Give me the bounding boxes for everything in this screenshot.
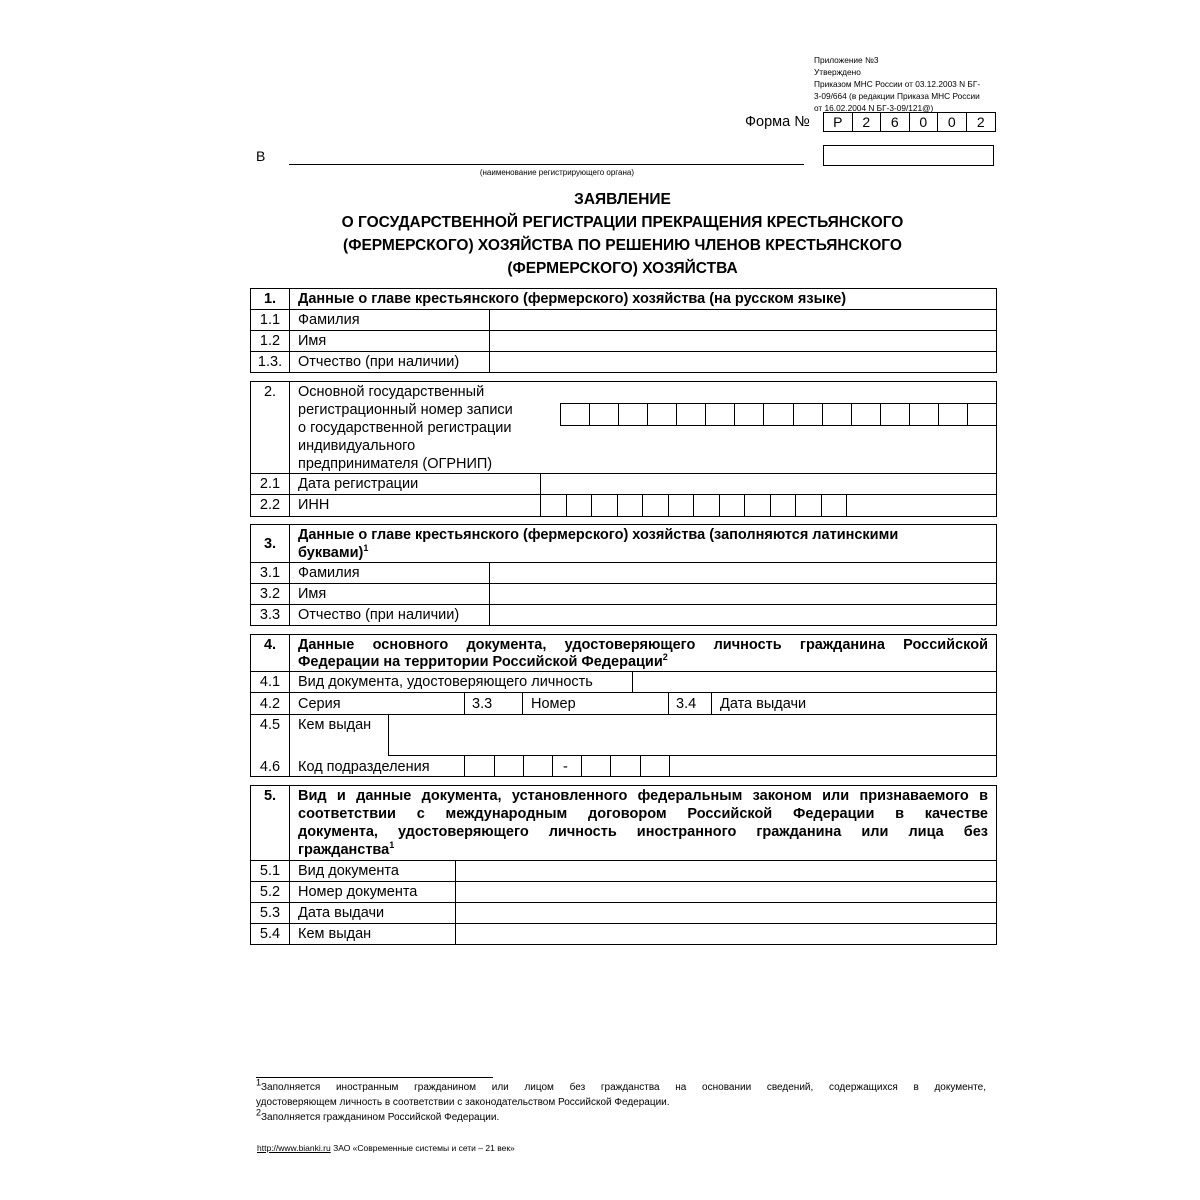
section-4-number: 4. bbox=[263, 637, 277, 653]
section-1-number: 1. bbox=[263, 291, 277, 307]
issued-by-field[interactable] bbox=[389, 715, 996, 755]
series-label: Серия bbox=[298, 696, 341, 712]
section-2-title-line: предпринимателя (ОГРНИП) bbox=[298, 456, 493, 472]
row-number: 2.2 bbox=[259, 497, 281, 513]
recipient-prefix: В bbox=[256, 148, 266, 164]
section-3-number: 3. bbox=[263, 536, 277, 552]
cell-divider bbox=[770, 494, 771, 516]
id-document-type-label: Вид документа, удостоверяющего личность bbox=[298, 674, 593, 690]
cell-divider bbox=[793, 403, 794, 426]
appendix-line: Приказом МНС России от 03.12.2003 N БГ- bbox=[814, 79, 981, 89]
cell-divider bbox=[640, 755, 641, 776]
title-line: (ФЕРМЕРСКОГО) ХОЗЯЙСТВА bbox=[507, 260, 738, 277]
row-number: 5.3 bbox=[259, 905, 281, 921]
form-code-cell: 0 bbox=[910, 113, 939, 131]
registration-date-label: Дата регистрации bbox=[298, 476, 419, 492]
cell-divider bbox=[693, 494, 694, 516]
cell-divider bbox=[880, 403, 881, 426]
issue-date-label: Дата выдачи bbox=[720, 696, 807, 712]
number-label: Номер bbox=[531, 696, 576, 712]
issued-by-label: Кем выдан bbox=[298, 717, 372, 733]
cell-divider bbox=[719, 494, 720, 516]
surname-field[interactable] bbox=[490, 310, 996, 330]
name-field[interactable] bbox=[490, 331, 996, 351]
registration-date-field[interactable] bbox=[541, 474, 996, 494]
cell-divider bbox=[540, 494, 541, 516]
row-number: 3.1 bbox=[259, 565, 281, 581]
footnote-2: $^2$Заполняется гражданином Российской Федерации. bbox=[256, 1107, 500, 1123]
form-code-cell: 2 bbox=[976, 114, 985, 130]
latin-name-label: Имя bbox=[298, 586, 327, 602]
cell-divider bbox=[967, 403, 968, 426]
cell-divider bbox=[589, 403, 590, 426]
code-dash: - bbox=[563, 759, 568, 775]
cell-divider bbox=[846, 494, 847, 516]
cell-divider bbox=[581, 755, 582, 776]
row-number: 5.1 bbox=[259, 863, 281, 879]
section-3-title-line: буквами)$^1$ bbox=[298, 543, 369, 561]
latin-surname-label: Фамилия bbox=[298, 565, 360, 581]
publisher-name: ЗАО «Современные системы и сети – 21 век» bbox=[333, 1143, 515, 1153]
cell-divider bbox=[523, 755, 524, 776]
foreign-doc-type-label: Вид документа bbox=[298, 863, 399, 879]
form-code-cell: 6 bbox=[881, 113, 910, 131]
appendix-line: Приложение №3 bbox=[814, 55, 879, 65]
section-5-title-line: документа, удостоверяющего личность иностранного гражданина или лица без bbox=[298, 824, 988, 840]
form-code-cell: 2 bbox=[853, 113, 882, 131]
cell-divider bbox=[494, 755, 495, 776]
section-2-title-line: регистрационный номер записи bbox=[298, 402, 513, 418]
foreign-doc-number-field[interactable] bbox=[456, 882, 996, 902]
number-field[interactable] bbox=[590, 693, 668, 713]
section-3-title-line: Данные о главе крестьянского (фермерского) хозяйства (заполняются латинскими bbox=[298, 527, 899, 543]
footnotes bbox=[256, 1077, 986, 1125]
section-5-number: 5. bbox=[263, 788, 277, 804]
foreign-doc-type-field[interactable] bbox=[456, 861, 996, 881]
cell-divider bbox=[647, 403, 648, 426]
footnote-ref: 1 bbox=[389, 840, 395, 851]
row-number: 1.1 bbox=[259, 312, 281, 328]
code-input-box[interactable] bbox=[823, 145, 994, 166]
row-number: 5.2 bbox=[259, 884, 281, 900]
row-number: 4.2 bbox=[259, 696, 281, 712]
form-code-cell: Р bbox=[824, 113, 853, 131]
cell-divider bbox=[617, 494, 618, 516]
cell-divider bbox=[610, 755, 611, 776]
footnote-separator bbox=[256, 1077, 493, 1078]
section-5-title-line: Вид и данные документа, установленного федеральным законом или признаваемого в bbox=[298, 788, 988, 804]
row-number: 5.4 bbox=[259, 926, 281, 942]
subdivision-code-label: Код подразделения bbox=[298, 759, 430, 775]
row-number: 4.5 bbox=[259, 717, 281, 733]
cell-divider bbox=[734, 403, 735, 426]
row-number: 4.1 bbox=[259, 674, 281, 690]
cell-divider bbox=[591, 494, 592, 516]
publisher-link[interactable]: http://www.bianki.ru bbox=[257, 1143, 331, 1153]
section-5-title-line: соответствии с международным договором Российской Федерации в качестве bbox=[298, 806, 988, 822]
footnote-1-cont: удостоверяющем личность в соответствии с законодательством Российской Федерации. bbox=[256, 1097, 670, 1108]
patronymic-label: Отчество (при наличии) bbox=[298, 354, 460, 370]
cell-divider bbox=[618, 403, 619, 426]
id-document-type-field[interactable] bbox=[633, 672, 996, 692]
foreign-doc-issuer-label: Кем выдан bbox=[298, 926, 372, 942]
section-2-title-line: Основной государственный bbox=[298, 384, 485, 400]
form-number-label: Форма № bbox=[745, 114, 810, 130]
registering-authority-line[interactable] bbox=[289, 164, 804, 165]
series-field[interactable] bbox=[390, 693, 464, 713]
row-number: 2.1 bbox=[259, 476, 281, 492]
cell-divider bbox=[763, 403, 764, 426]
cell-divider bbox=[560, 403, 561, 426]
section-4-title-line: Данные основного документа, удостоверяющего личность гражданина Российской bbox=[298, 637, 988, 653]
cell-divider bbox=[669, 755, 670, 776]
row-number: 3.4 bbox=[676, 696, 697, 712]
footnote-1: $^1$Заполняется иностранным гражданином или лицом без гражданства на основании сведений, содержащихся в документе, bbox=[256, 1077, 986, 1093]
appendix-line: 3-09/664 (в редакции Приказа МНС России bbox=[814, 91, 980, 101]
patronymic-field[interactable] bbox=[490, 352, 996, 372]
title-line: О ГОСУДАРСТВЕННОЙ РЕГИСТРАЦИИ ПРЕКРАЩЕНИЯ КРЕСТЬЯНСКОГО bbox=[341, 214, 904, 231]
form-code-cell: 0 bbox=[938, 113, 967, 131]
footnote-ref: 2 bbox=[662, 652, 668, 663]
cell-divider bbox=[705, 403, 706, 426]
title-line: ЗАЯВЛЕНИЕ bbox=[574, 191, 671, 208]
row-number: 3.3 bbox=[259, 607, 281, 623]
issue-date-field[interactable] bbox=[820, 693, 996, 713]
cell-divider bbox=[744, 494, 745, 516]
section-2-number: 2. bbox=[263, 384, 277, 400]
section-4-title-line: Федерации на территории Российской Федерации$^2$ bbox=[298, 652, 668, 670]
row-number: 1.3. bbox=[257, 354, 283, 370]
cell-divider bbox=[996, 403, 997, 426]
appendix-line: Утверждено bbox=[814, 67, 861, 77]
cell-divider bbox=[464, 755, 465, 776]
cell-divider bbox=[851, 403, 852, 426]
latin-patronymic-field[interactable] bbox=[490, 605, 996, 625]
section-1-title: Данные о главе крестьянского (фермерского) хозяйства (на русском языке) bbox=[298, 291, 847, 307]
cell-divider bbox=[642, 494, 643, 516]
inn-label: ИНН bbox=[298, 497, 330, 513]
foreign-doc-date-label: Дата выдачи bbox=[298, 905, 385, 921]
appendix-note bbox=[814, 54, 994, 114]
cell-divider bbox=[821, 494, 822, 516]
row-number: 1.2 bbox=[259, 333, 281, 349]
section-2-title-line: о государственной регистрации bbox=[298, 420, 512, 436]
title-line: (ФЕРМЕРСКОГО) ХОЗЯЙСТВА ПО РЕШЕНИЮ ЧЛЕНОВ КРЕСТЬЯНСКОГО bbox=[343, 237, 902, 254]
footnote-ref: 1 bbox=[363, 543, 369, 554]
latin-patronymic-label: Отчество (при наличии) bbox=[298, 607, 460, 623]
registering-authority-caption: (наименование регистрирующего органа) bbox=[479, 168, 634, 177]
surname-label: Фамилия bbox=[298, 312, 360, 328]
latin-surname-field[interactable] bbox=[490, 563, 996, 583]
cell-divider bbox=[795, 494, 796, 516]
cell-divider bbox=[566, 494, 567, 516]
row-number: 3.3 bbox=[472, 696, 493, 712]
cell-divider bbox=[909, 403, 910, 426]
cell-divider bbox=[668, 494, 669, 516]
cell-divider bbox=[552, 755, 553, 776]
section-5-title-line: гражданства$^1$ bbox=[298, 840, 395, 858]
row-number: 4.6 bbox=[259, 759, 281, 775]
foreign-doc-issuer-field[interactable] bbox=[456, 924, 996, 944]
foreign-doc-number-label: Номер документа bbox=[298, 884, 418, 900]
cell-divider bbox=[938, 403, 939, 426]
cell-divider bbox=[822, 403, 823, 426]
form-number-cells bbox=[823, 112, 996, 132]
row-number: 3.2 bbox=[259, 586, 281, 602]
cell-divider bbox=[676, 403, 677, 426]
name-label: Имя bbox=[298, 333, 327, 349]
document-title bbox=[250, 188, 995, 280]
appendix-line: от 16.02.2004 N БГ-3-09/121@) bbox=[814, 103, 934, 113]
foreign-doc-date-field[interactable] bbox=[456, 903, 996, 923]
section-2-title-line: индивидуального bbox=[298, 438, 416, 454]
latin-name-field[interactable] bbox=[490, 584, 996, 604]
page-footer bbox=[257, 1143, 515, 1153]
